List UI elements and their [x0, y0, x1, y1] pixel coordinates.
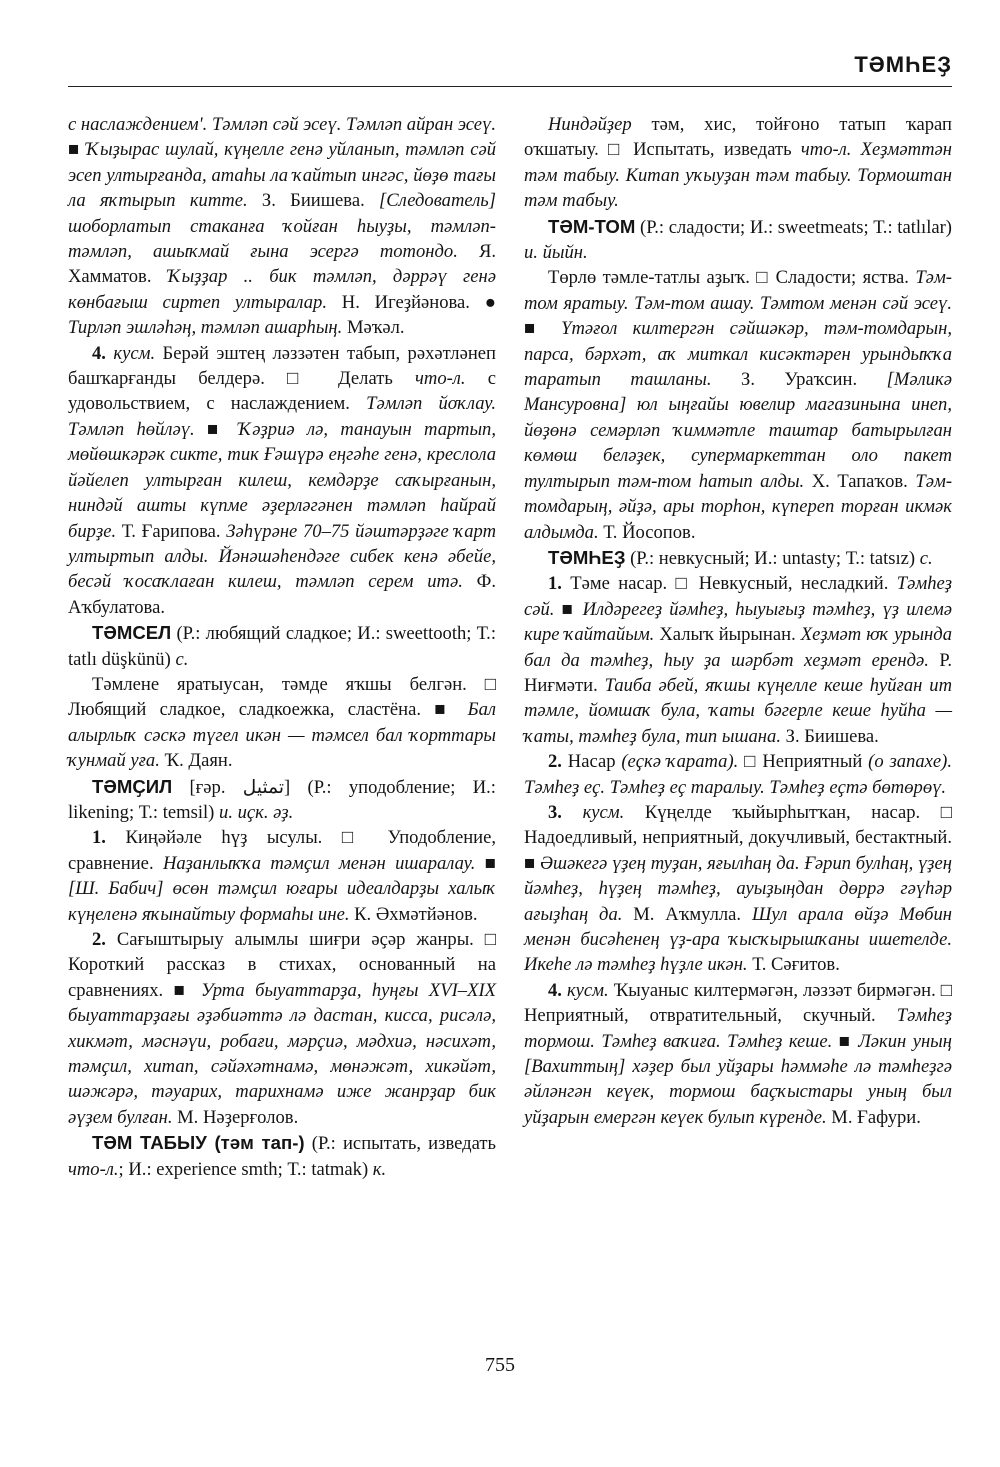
- dictionary-paragraph: 2. Насар (еҫкә ҡарата). □ Неприятный (о запахе). Тәмһеҙ еҫ. Тәмһеҙ еҫ таралыу. Тәмһеҙ еҫтә бөтөрөү.: [524, 751, 952, 798]
- header-rule: [68, 86, 952, 87]
- dictionary-headword: ТӘМҺЕҘ (Р.: невкусный; И.: untasty; Т.: tatsız) с.: [548, 546, 933, 569]
- dictionary-paragraph: с наслаждением'. Тәмләп сәй эсеү. Тәмләп айран эсеү. ■ Ҡыҙырас шулай, күңелле генә уйланып, тәмләп сәй эсеп ултырғанда, атаһы ла ҡайтып ингәс, йөҙө тағы ла яҡтырып китте. З. Биишева. [Следователь] шоборлатып стаканға ҡойған һыуҙы, тәмләп-тәмләп, ашыҡмай ғына эсергә тотондо. Я. Хамматов. Ҡыҙҙар .. бик тәмләп, дәррәү генә көнбағыш сиртеп ултыралар. Н. Игеҙйәнова. ● Тирләп эшләһәң, тәмләп ашарһың. Мәҡәл.: [68, 114, 497, 339]
- page-number: 755: [485, 1354, 515, 1376]
- dictionary-paragraph: 1. Киңәйәле һүҙ ысулы. □ Уподобление, сравнение. Наҙанлыҡҡа тәмҫил менән ишаралау. ■ [Ш. Бабич] өсөн тәмҫил юғары идеалдарҙы халыҡ күңеленә яҡынайтыу формаһы ине. К. Әхмәтйәнов.: [68, 827, 496, 925]
- left-column: [68, 112, 496, 1182]
- dictionary-paragraph: Ниндәйҙер тәм, хис, тойғоно татып ҡарап оҡшатыу. □ Испытать, изведать что-л. Хеҙмәттән тәм табыу. Китап уҡыуҙан тәм табыу. Тормоштан тәм табыу.: [524, 114, 952, 212]
- dictionary-paragraph: 2. Сағыштырыу алымлы шиғри әҫәр жанры. □ Короткий рассказ в стихах, основанный на сравнениях. ■ Урта быуаттарҙа, һуңғы XVI–XIX быуаттарҙағы әҙәбиәттә лә дастан, кисса, рисәлә, хикмәт, мәснәүи, робағи, мәрҫиә, мәдхиә, нәсихәт, тәмҫил, хитап, сәйәхәтнамә, мөнәжәт, хикәйәт, шәжәрә, тәуарих, тарихнамә иже жанрҙар бик әүҙем булған. М. Нәҙерғолов.: [68, 929, 496, 1128]
- dictionary-paragraph: 4. кусм. Берәй эштең ләззәтен табып, рәхәтләнеп башҡарғанды белдерә. □ Делать что-л. с удовольствием, с наслаждением. Тәмләп йоҡлау. Тәмләп һөйләү. ■ Ҡәҙриә лә, танауын тартып, мөйөшкәрәк сикте, тик Ғәшүрә еңгәһе генә, креслола йәйелеп ултырған килеш, кемдәрҙе саҡырғанын, ниндәй ашты күпме әҙерләгәнен тәмләп һайрай бирҙе. Т. Ғарипова. Зәһүрәне 70–75 йәштәрҙәге ҡарт ултыртып алды. Йәнәшәһендәге сибек кенә әбейе, бесәй ҡосаҡлаған килеш, тәмләп серем итә. Ф. Аҡбулатова.: [68, 342, 497, 618]
- dictionary-headword: ТӘМ-ТОМ (Р.: сладости; И.: sweetmeats; Т.: tatlılar) и. йыйн.: [524, 215, 952, 264]
- dictionary-headword: ТӘМ ТАБЫУ (тәм тап-) (Р.: испытать, изведать что-л.; И.: experience smth; Т.: tatmak) к.: [68, 1132, 496, 1180]
- dictionary-paragraph: Төрлө тәмле-татлы аҙыҡ. □ Сладости; яства. Тәм-том яратыу. Тәм-том ашау. Тәмтом менән сәй эсеү. ■ Үтәғол килтергән сәйшәкәр, тәм-томдарын, парса, бәрхәт, аҡ миткал кисәктәрен урындыҡҡа таратып ташланы. З. Ураҡсин. [Мәликә Мансуровна] юл ыңғайы ювелир магазинына инеп, йөҙөнә семәрләп ҡиммәтле таштар батырылған көмөш беләҙек, супермаркеттан оло пакет тултырып тәм-том һатып алды. Х. Тапаҡов. Тәм-томдарың, әйҙә, ары торһон, күпереп торған икмәк алдымда. Т. Йосопов.: [524, 267, 953, 543]
- right-column: [524, 112, 952, 1130]
- dictionary-paragraph: 4. кусм. Ҡыуаныс килтермәгән, ләззәт бирмәгән. □ Неприятный, отвратительный, скучный. Тәмһеҙ тормош. Тәмһеҙ ваҡиға. Тәмһеҙ кеше. ■ Ләкин уның [Вахиттың] хәҙер был уйҙары һәммәһе лә тәмһеҙгә әйләнгән кеүек, тормош баҫҡыстары уның был уйҙарын емергән кеүек булып күренде. М. Ғафури.: [524, 979, 952, 1128]
- dictionary-paragraph: Тәмлене яратыусан, тәмде яҡшы белгән. □ Любящий сладкое, сладкоежка, сластёна. ■ Бал алырлыҡ сәскә түгел икән — тәмсел бал ҡорттары ҡунмай уға. Ҡ. Даян.: [68, 673, 496, 772]
- running-head: ТӘМҺЕҘ: [854, 52, 952, 77]
- dictionary-headword: ТӘМСЕЛ (Р.: любящий сладкое; И.: sweettooth; Т.: tatlı düşkünü) с.: [68, 622, 496, 670]
- dictionary-paragraph: 3. кусм. Күңелде ҡыйырһытҡан, насар. □ Надоедливый, неприятный, докучливый, бестактный. ■ Әшәкегә үҙең туҙан, яғылһаң да. Ғәрип булһаң, үҙең йәмһеҙ, һүҙең тәмһеҙ, ауыҙыңдан дөррә гәүһәр ағыҙһаң да. М. Аҡмулла. Шул арала өйҙә Мөбин менән бисәһенең үҙ-ара ҡысҡырышҡаны ишетелде. Икеһе лә тәмһеҙ һүҙле икән. Т. Сәғитов.: [524, 801, 953, 976]
- dictionary-headword: ТӘМҪИЛ [ғәр. تمثيل] (Р.: уподобление; И.: likening; Т.: temsil) и. иҫк. әҙ.: [68, 775, 496, 823]
- dictionary-paragraph: 1. Тәме насар. □ Невкусный, несладкий. Тәмһеҙ сәй. ■ Илдәрегеҙ йәмһеҙ, һыуығыҙ тәмһеҙ, үҙ илемә кире ҡайтайым. Халыҡ йырынан. Хеҙмәт юҡ урында бал да тәмһеҙ, һыу ҙа шәрбәт хеҙмәт ерендә. Р. Ниғмәти. Таиба әбей, яҡшы күңелле кеше һуйған ит тәмле, йомшаҡ була, ҡаты бәгерле кеше һуйһа — ҡаты, тәмһеҙ була, тип ышана. З. Биишева.: [524, 573, 953, 747]
